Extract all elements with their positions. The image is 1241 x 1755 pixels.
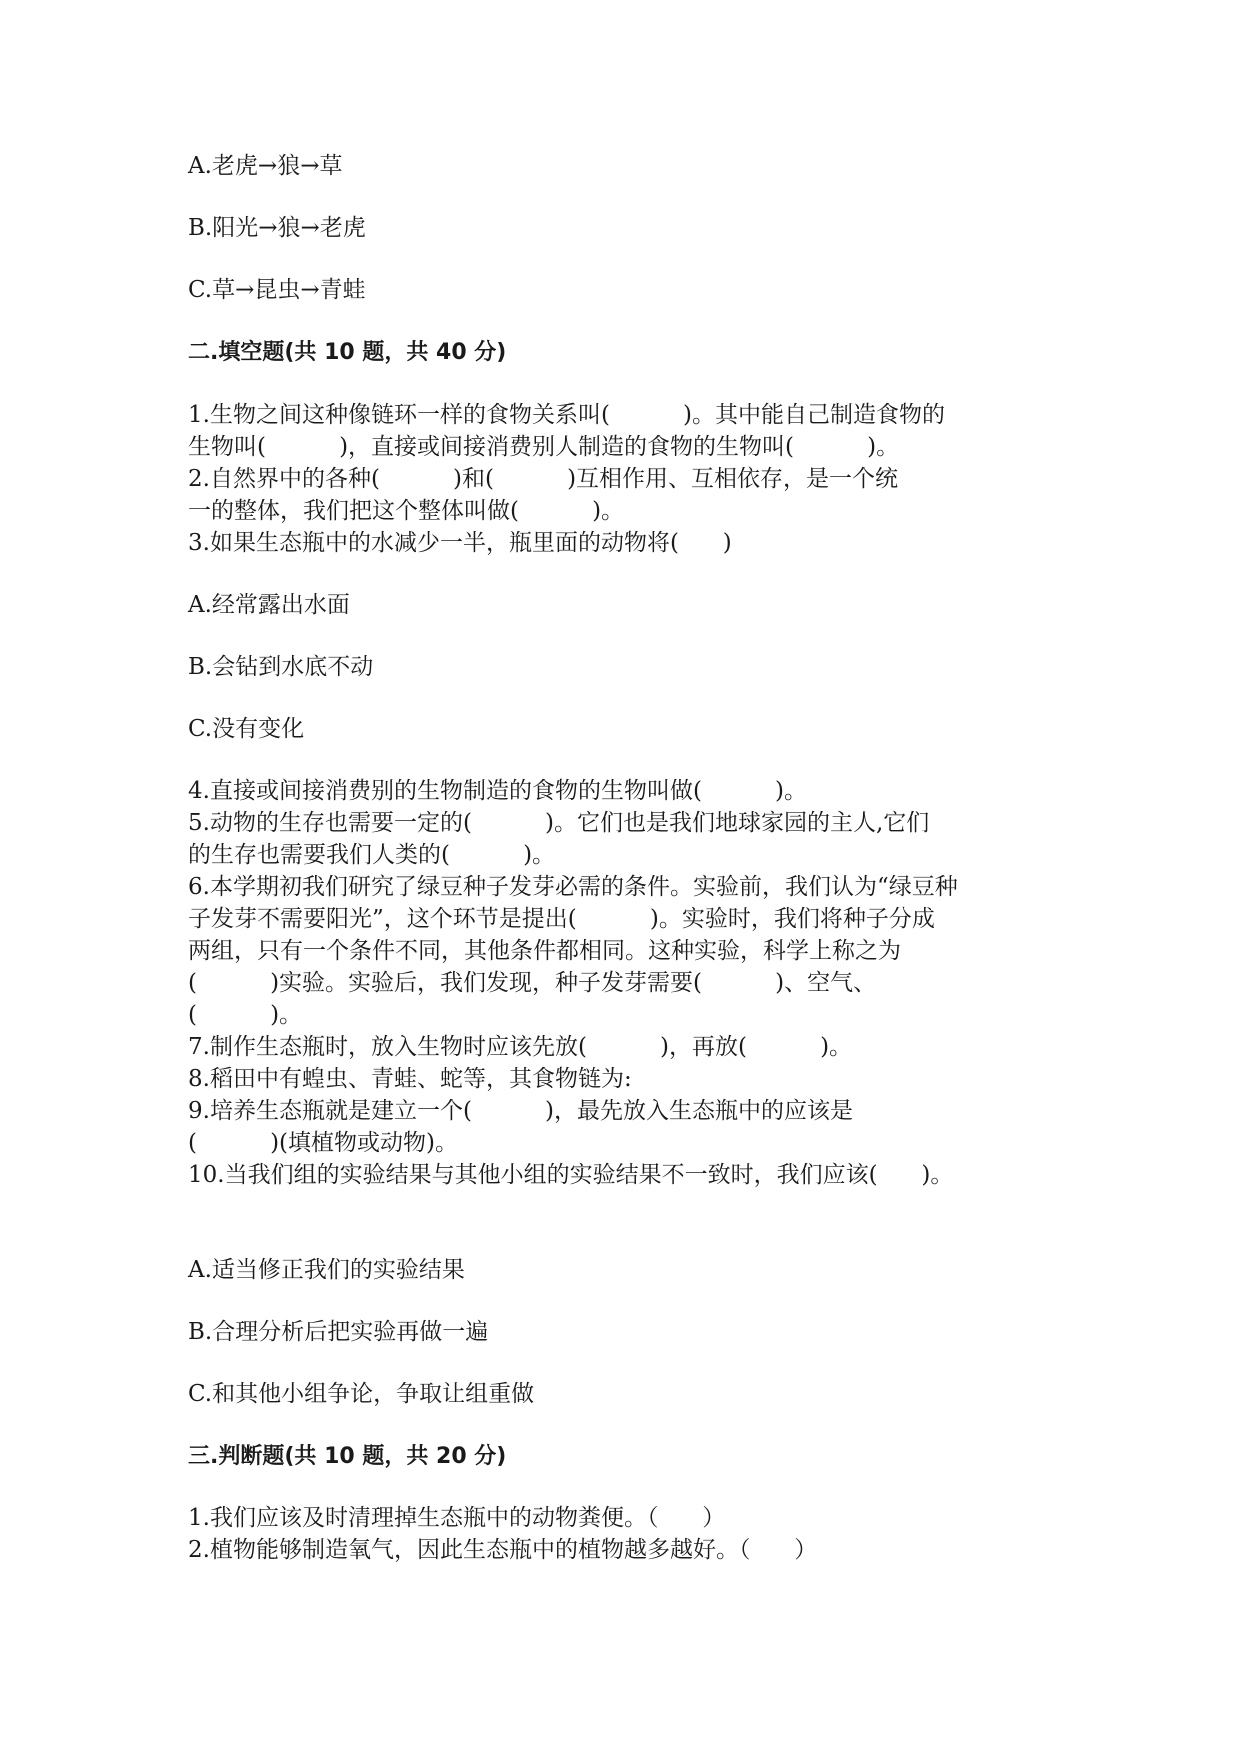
question-line: 生物叫( )，直接或间接消费别人制造的食物的生物叫( )。 [188, 434, 900, 460]
question-line: 4.直接或间接消费别的生物制造的食物的生物叫做( )。 [188, 778, 808, 804]
option-line: B.阳光→狼→老虎 [188, 215, 366, 241]
section-heading: 二.填空题(共 10 题，共 40 分) [188, 340, 507, 365]
option-line: C.没有变化 [188, 716, 305, 742]
question-line: 8.稻田中有蝗虫、青蛙、蛇等，其食物链为: [188, 1066, 632, 1092]
question-line: 2.自然界中的各种( )和( )互相作用、互相依存，是一个统 [188, 466, 899, 492]
question-line: 5.动物的生存也需要一定的( )。它们也是我们地球家园的主人,它们 [188, 810, 930, 836]
question-line: 10.当我们组的实验结果与其他小组的实验结果不一致时，我们应该( )。 [188, 1162, 954, 1188]
question-line: 7.制作生态瓶时，放入生物时应该先放( )，再放( )。 [188, 1034, 853, 1060]
question-line: 1.生物之间这种像链环一样的食物关系叫( )。其中能自己制造食物的 [188, 402, 946, 428]
question-line: 2.植物能够制造氧气，因此生态瓶中的植物越多越好。（ ） [188, 1537, 818, 1563]
question-line: 1.我们应该及时清理掉生态瓶中的动物粪便。（ ） [188, 1505, 726, 1531]
question-line: 子发芽不需要阳光”，这个环节是提出( )。实验时，我们将种子分成 [188, 906, 935, 932]
option-line: C.和其他小组争论，争取让组重做 [188, 1381, 535, 1407]
section-heading: 三.判断题(共 10 题，共 20 分) [188, 1444, 507, 1469]
question-line: 两组，只有一个条件不同，其他条件都相同。这种实验，科学上称之为 [188, 938, 901, 964]
question-line: 一的整体，我们把这个整体叫做( )。 [188, 498, 625, 524]
question-line: 9.培养生态瓶就是建立一个( )，最先放入生态瓶中的应该是 [188, 1098, 854, 1124]
option-line: B.会钻到水底不动 [188, 654, 374, 680]
question-line: 6.本学期初我们研究了绿豆种子发芽必需的条件。实验前，我们认为“绿豆种 [188, 874, 958, 900]
option-line: A.适当修正我们的实验结果 [188, 1257, 465, 1283]
option-line: B.合理分析后把实验再做一遍 [188, 1319, 489, 1345]
question-line: 3.如果生态瓶中的水减少一半，瓶里面的动物将( ) [188, 530, 732, 556]
question-line: ( )(填植物或动物)。 [188, 1130, 459, 1156]
question-line: ( )实验。实验后，我们发现，种子发芽需要( )、空气、 [188, 970, 877, 996]
question-line: 的生存也需要我们人类的( )。 [188, 842, 556, 868]
option-line: C.草→昆虫→青蛙 [188, 277, 366, 303]
option-line: A.老虎→狼→草 [188, 153, 343, 179]
option-line: A.经常露出水面 [188, 592, 350, 618]
question-line: ( )。 [188, 1002, 303, 1028]
